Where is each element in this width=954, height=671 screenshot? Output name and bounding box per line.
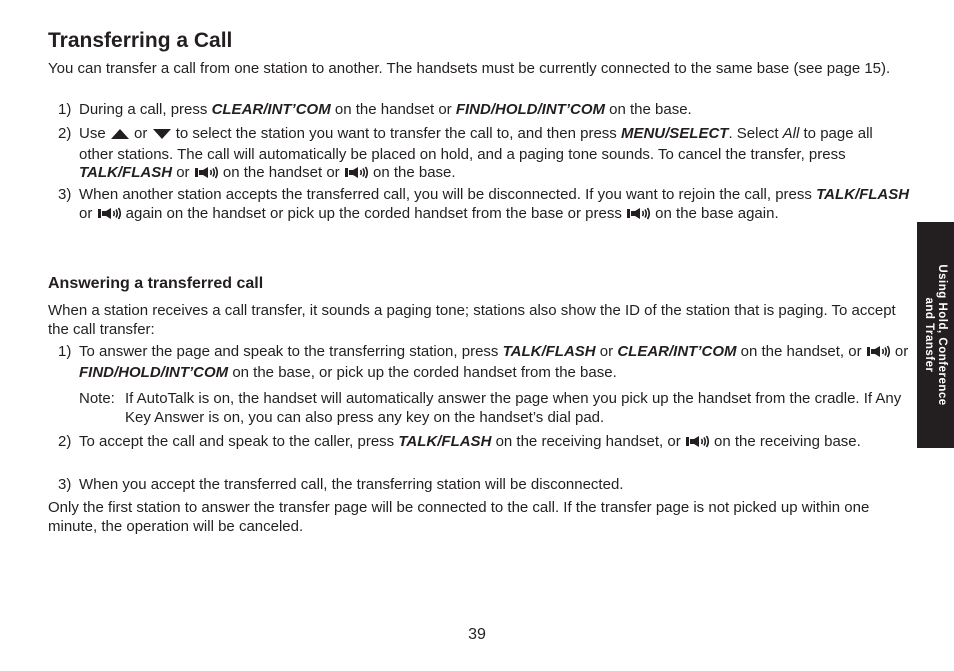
step-text: To answer the page and speak to the transferring station, press TALK/FLASH or CLEAR/INT’COM on the handset, or or FIND/HOLD/INT’COM on the base, or pick up the corded handset from the base. bbox=[79, 343, 909, 381]
page-number: 39 bbox=[468, 626, 486, 643]
intro-paragraph: You can transfer a call from one station to another. The handsets must be currently connected to the same base (see page 15). bbox=[48, 60, 891, 77]
page-title: Transferring a Call bbox=[48, 29, 233, 52]
answer-intro-paragraph: When a station receives a call transfer, it sounds a paging tone; stations also show the ID of the station that is paging. To accept the call transfer: bbox=[48, 302, 896, 338]
answer-step-2 bbox=[58, 433, 910, 454]
key-talk-flash: TALK/FLASH bbox=[816, 186, 910, 203]
speaker-icon bbox=[344, 166, 369, 185]
note-text: If AutoTalk is on, the handset will automatically answer the page when you pick up the handset from the cradle. If Any Key Answer is on, you can also press any key on the handset’s dial pad. bbox=[125, 390, 902, 426]
key-talk-flash: TALK/FLASH bbox=[502, 343, 596, 360]
key-find-hold-intcom: FIND/HOLD/INT’COM bbox=[79, 363, 229, 381]
note-label: Note: bbox=[79, 390, 115, 407]
step-number: 3) bbox=[58, 476, 72, 493]
key-find-hold-intcom: FIND/HOLD/INT’COM bbox=[455, 101, 605, 118]
step-number: 3) bbox=[58, 186, 72, 203]
option-all: All bbox=[782, 125, 800, 142]
key-menu-select: MENU/SELECT bbox=[620, 125, 729, 142]
answer-step-1 bbox=[58, 343, 910, 382]
closing-paragraph: Only the first station to answer the transfer page will be connected to the call. If the transfer page is not picked up within one minute, the operation will be canceled. bbox=[48, 499, 870, 535]
step-text: Use or to select the station you want to transfer the call to, and then press MENU/SELECT. Select All to page all other stations. The call will automatically be placed on hold, and a paging tone sounds. To cancel the transfer, press TALK/FLASH or on the handset or on the base. bbox=[79, 125, 910, 185]
key-talk-flash: TALK/FLASH bbox=[398, 433, 492, 450]
speaker-icon bbox=[97, 207, 122, 226]
side-tab-label bbox=[917, 222, 954, 448]
key-clear-intcom: CLEAR/INT’COM bbox=[211, 101, 331, 118]
speaker-icon bbox=[194, 166, 219, 185]
section-subheading: Answering a transferred call bbox=[48, 275, 264, 292]
side-tab-line-1: Using Hold, Conference bbox=[936, 264, 949, 406]
step-number: 1) bbox=[58, 343, 72, 360]
speaker-icon bbox=[866, 345, 891, 364]
step-number: 2) bbox=[58, 125, 72, 142]
step-number: 1) bbox=[58, 101, 72, 118]
transfer-step-3 bbox=[58, 186, 910, 225]
section-side-tab bbox=[917, 222, 954, 448]
note-block bbox=[79, 390, 910, 427]
step-text: When you accept the transferred call, the transferring station will be disconnected. bbox=[79, 476, 624, 493]
speaker-icon bbox=[626, 207, 651, 226]
key-talk-flash: TALK/FLASH bbox=[79, 164, 173, 181]
speaker-icon bbox=[685, 435, 710, 454]
transfer-step-2 bbox=[58, 125, 910, 185]
step-text: During a call, press CLEAR/INT’COM on the handset or FIND/HOLD/INT’COM on the base. bbox=[79, 101, 692, 118]
down-arrow-icon bbox=[152, 127, 172, 146]
key-clear-intcom: CLEAR/INT’COM bbox=[617, 343, 737, 360]
transfer-step-1 bbox=[58, 101, 910, 120]
step-text: When another station accepts the transferred call, you will be disconnected. If you want to rejoin the call, press TALK/FLASH or again on the handset or pick up the corded handset from the base or press on the base again. bbox=[79, 186, 910, 225]
up-arrow-icon bbox=[110, 127, 130, 146]
answer-step-3 bbox=[58, 476, 910, 495]
step-number: 2) bbox=[58, 433, 72, 450]
side-tab-line-2: and Transfer bbox=[923, 297, 936, 373]
step-text: To accept the call and speak to the caller, press TALK/FLASH on the receiving handset, or on the receiving base. bbox=[79, 433, 910, 454]
